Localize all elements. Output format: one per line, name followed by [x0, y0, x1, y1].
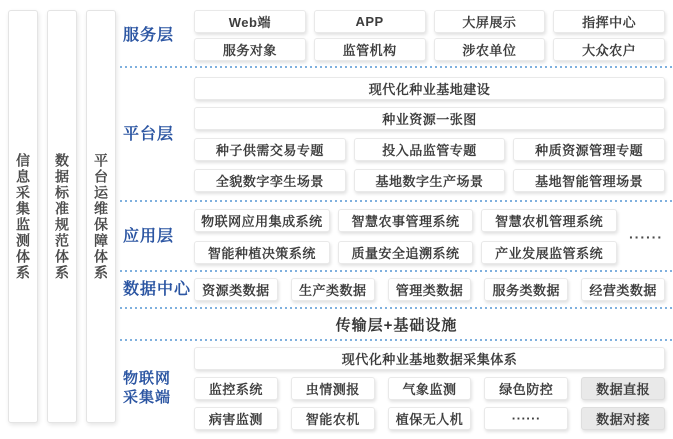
application-row — [194, 241, 617, 264]
node-seed-resource-one-map: 种业资源一张图 — [194, 107, 665, 130]
node-monitoring-system: 监控系统 — [194, 377, 278, 400]
node-smart-machinery-system: 智慧农机管理系统 — [481, 209, 617, 232]
node-agriculture-units: 涉农单位 — [434, 38, 546, 61]
platform-topic-row — [194, 138, 665, 161]
iot-layer-label — [120, 347, 194, 430]
iot-wide-row — [194, 347, 665, 370]
iot-ellipsis-box: ······ — [484, 407, 568, 430]
service-layer-row — [194, 10, 665, 33]
node-big-screen-display: 大屏展示 — [434, 10, 546, 33]
node-seed-base-data-collection-system: 现代化种业基地数据采集体系 — [194, 347, 665, 370]
node-service-targets: 服务对象 — [194, 38, 306, 61]
pillar-label: 平台运维保障体系 — [93, 152, 109, 281]
node-planting-decision-system: 智能种植决策系统 — [194, 241, 330, 264]
node-pest-forecast: 虫情测报 — [291, 377, 375, 400]
node-input-supervision-topic: 投入品监管专题 — [354, 138, 506, 161]
dotted-divider — [120, 200, 673, 202]
node-modern-seed-base-construction: 现代化种业基地建设 — [194, 77, 665, 100]
node-digital-twin-scene: 全貌数字孪生场景 — [194, 169, 346, 192]
application-row — [194, 209, 617, 232]
node-service-data: 服务类数据 — [484, 278, 568, 301]
transport-layer-band: 传输层+基础设施 — [335, 316, 458, 334]
node-smart-farming-system: 智慧农事管理系统 — [338, 209, 474, 232]
node-base-digital-production-scene: 基地数字生产场景 — [354, 169, 506, 192]
pillar-label: 数据标准规范体系 — [54, 152, 70, 281]
node-data-interface: 数据对接 — [581, 407, 665, 430]
pillar-group — [8, 10, 116, 423]
platform-wide-row — [194, 77, 665, 100]
iot-row — [194, 407, 665, 430]
node-management-data: 管理类数据 — [388, 278, 472, 301]
node-regulatory-agencies: 监管机构 — [314, 38, 426, 61]
node-weather-monitoring: 气象监测 — [388, 377, 472, 400]
service-layer-section — [120, 10, 673, 61]
pillar-data-standards — [47, 10, 77, 423]
node-web-client: Web端 — [194, 10, 306, 33]
node-resource-data: 资源类数据 — [194, 278, 278, 301]
node-data-direct-report: 数据直报 — [581, 377, 665, 400]
node-smart-agri-machine: 智能农机 — [291, 407, 375, 430]
iot-label-line2: 采集端 — [123, 388, 172, 406]
node-seed-supply-trade-topic: 种子供需交易专题 — [194, 138, 346, 161]
platform-layer-section — [120, 77, 673, 192]
data-center-section — [120, 278, 673, 301]
node-quality-traceability-system: 质量安全追溯系统 — [338, 241, 474, 264]
pillar-platform-ops-support — [86, 10, 116, 423]
platform-layer-label: 平台层 — [123, 125, 175, 143]
dotted-divider — [120, 339, 673, 341]
node-industry-supervision-system: 产业发展监管系统 — [481, 241, 617, 264]
node-disease-monitoring: 病害监测 — [194, 407, 278, 430]
node-germplasm-management-topic: 种质资源管理专题 — [513, 138, 665, 161]
pillar-info-collection-monitoring — [8, 10, 38, 423]
iot-row — [194, 377, 665, 400]
node-iot-integration-system: 物联网应用集成系统 — [194, 209, 330, 232]
data-center-row — [194, 278, 665, 301]
application-layer-label: 应用层 — [123, 227, 175, 245]
iot-layer-section — [120, 347, 673, 430]
node-app: APP — [314, 10, 426, 33]
node-operation-data: 经营类数据 — [581, 278, 665, 301]
iot-label-line1: 物联网 — [123, 369, 172, 387]
dotted-divider — [120, 66, 673, 68]
node-production-data: 生产类数据 — [291, 278, 375, 301]
service-layer-label: 服务层 — [123, 26, 175, 44]
pillar-label: 信息采集监测体系 — [15, 152, 31, 281]
application-ellipsis: ······ — [629, 228, 663, 245]
application-layer-section — [120, 209, 673, 264]
node-green-prevention: 绿色防控 — [484, 377, 568, 400]
platform-scene-row — [194, 169, 665, 192]
platform-wide-row — [194, 107, 665, 130]
dotted-divider — [120, 270, 673, 272]
node-plant-protection-drone: 植保无人机 — [388, 407, 472, 430]
service-layer-row — [194, 38, 665, 61]
node-command-center: 指挥中心 — [553, 10, 665, 33]
data-center-label: 数据中心 — [123, 280, 192, 298]
layer-stack — [120, 0, 673, 430]
node-base-smart-management-scene: 基地智能管理场景 — [513, 169, 665, 192]
node-public-farmers: 大众农户 — [553, 38, 665, 61]
